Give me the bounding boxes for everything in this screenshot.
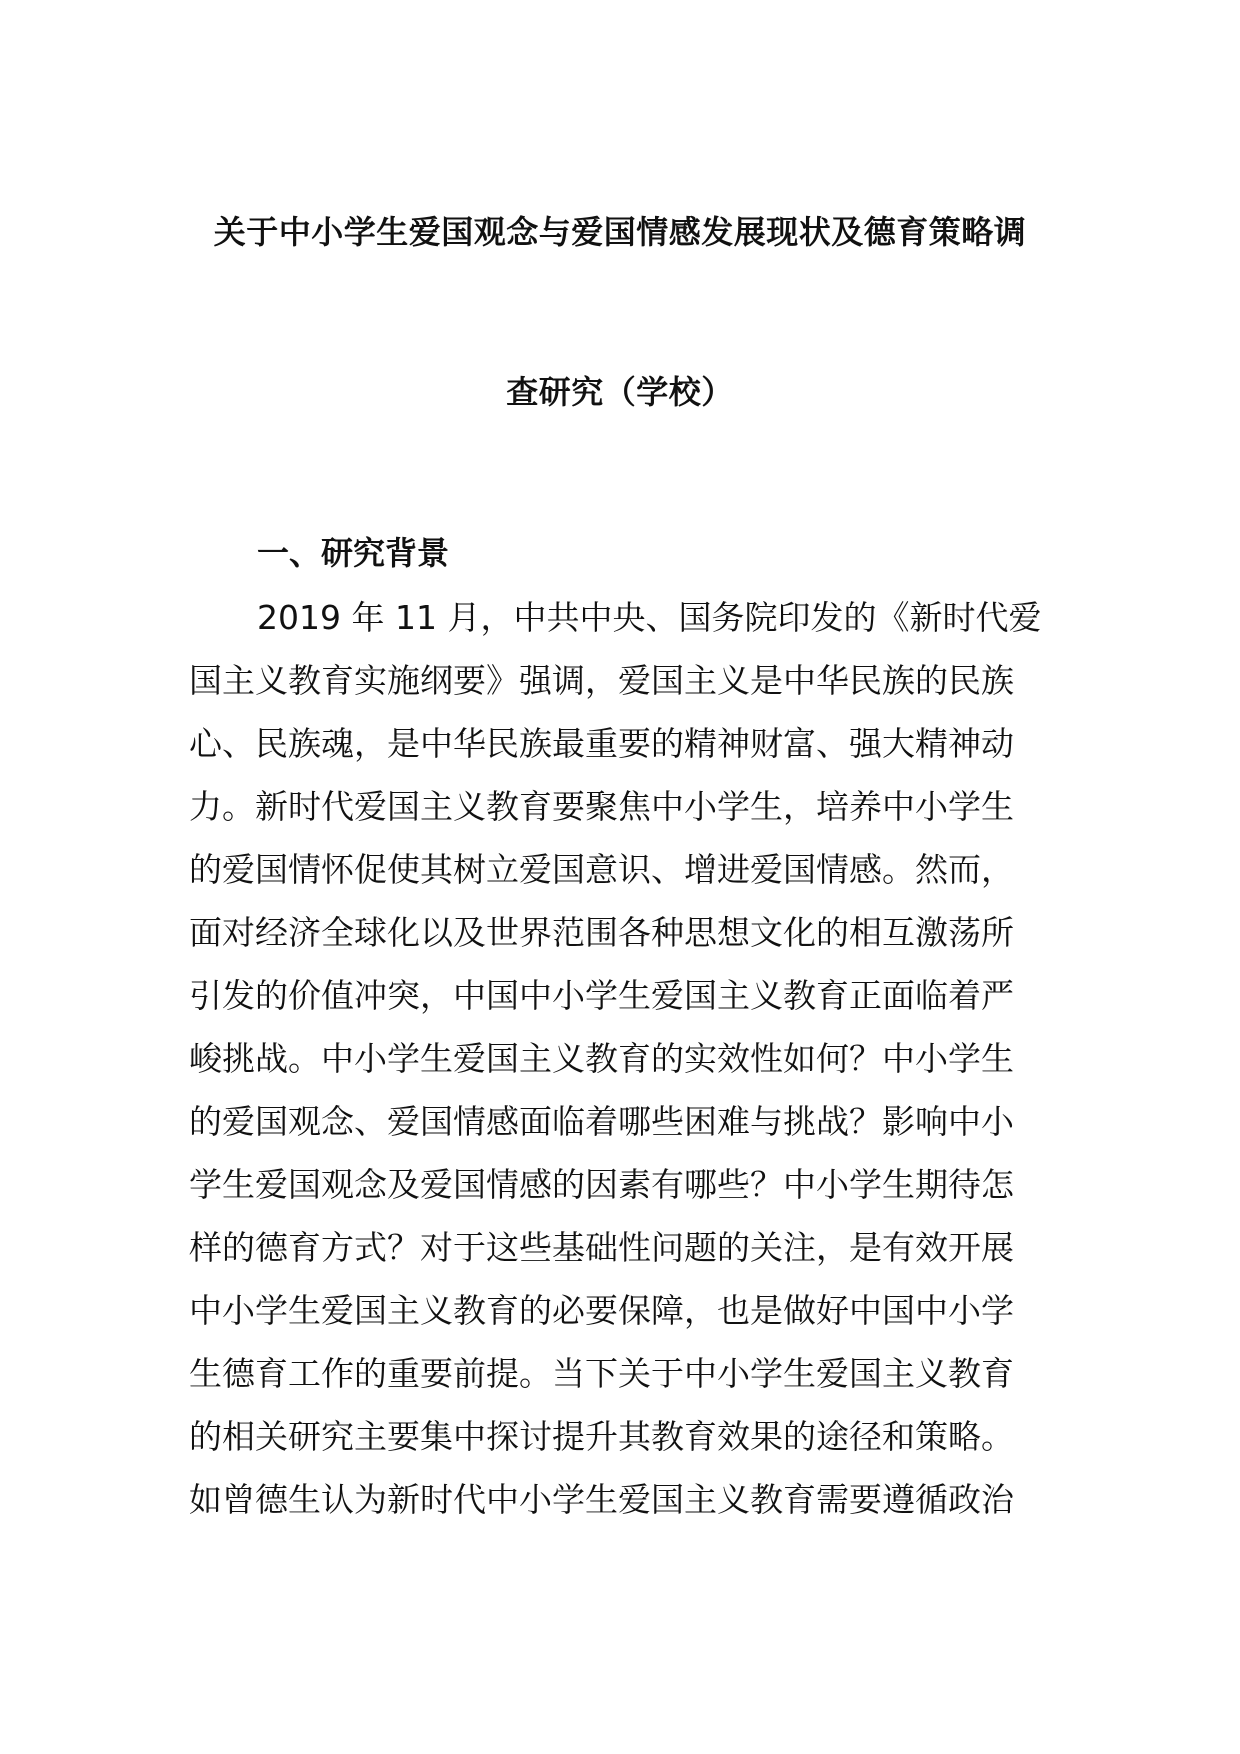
document-title-line-1: 关于中小学生爱国观念与爱国情感发展现状及德育策略调 [213, 213, 1027, 251]
paragraph-line: 样的德育方式？对于这些基础性问题的关注，是有效开展 [189, 1228, 1014, 1267]
paragraph-line: 学生爱国观念及爱国情感的因素有哪些？中小学生期待怎 [189, 1165, 1014, 1204]
paragraph-line: 力。新时代爱国主义教育要聚焦中小学生，培养中小学生 [189, 787, 1014, 826]
paragraph-line: 面对经济全球化以及世界范围各种思想文化的相互激荡所 [189, 913, 1014, 952]
paragraph-line: 的爱国观念、爱国情感面临着哪些困难与挑战？影响中小 [189, 1102, 1014, 1141]
paragraph-line: 峻挑战。中小学生爱国主义教育的实效性如何？中小学生 [189, 1039, 1014, 1078]
paragraph-line: 的相关研究主要集中探讨提升其教育效果的途径和策略。 [189, 1417, 1014, 1456]
paragraph-line: 的爱国情怀促使其树立爱国意识、增进爱国情感。然而， [189, 850, 1014, 889]
paragraph-line: 中小学生爱国主义教育的必要保障，也是做好中国中小学 [189, 1291, 1014, 1330]
paragraph-line: 心、民族魂，是中华民族最重要的精神财富、强大精神动 [189, 724, 1014, 763]
paragraph-line: 引发的价值冲突，中国中小学生爱国主义教育正面临着严 [189, 976, 1014, 1015]
paragraph-line: 2019 年 11 月，中共中央、国务院印发的《新时代爱 [257, 598, 1042, 637]
document-title-line-2: 查研究（学校） [506, 373, 734, 411]
section-heading: 一、研究背景 [257, 534, 450, 572]
paragraph-line: 如曾德生认为新时代中小学生爱国主义教育需要遵循政治 [189, 1480, 1014, 1519]
paragraph-line: 国主义教育实施纲要》强调，爱国主义是中华民族的民族 [189, 661, 1014, 700]
paragraph-line: 生德育工作的重要前提。当下关于中小学生爱国主义教育 [189, 1354, 1014, 1393]
